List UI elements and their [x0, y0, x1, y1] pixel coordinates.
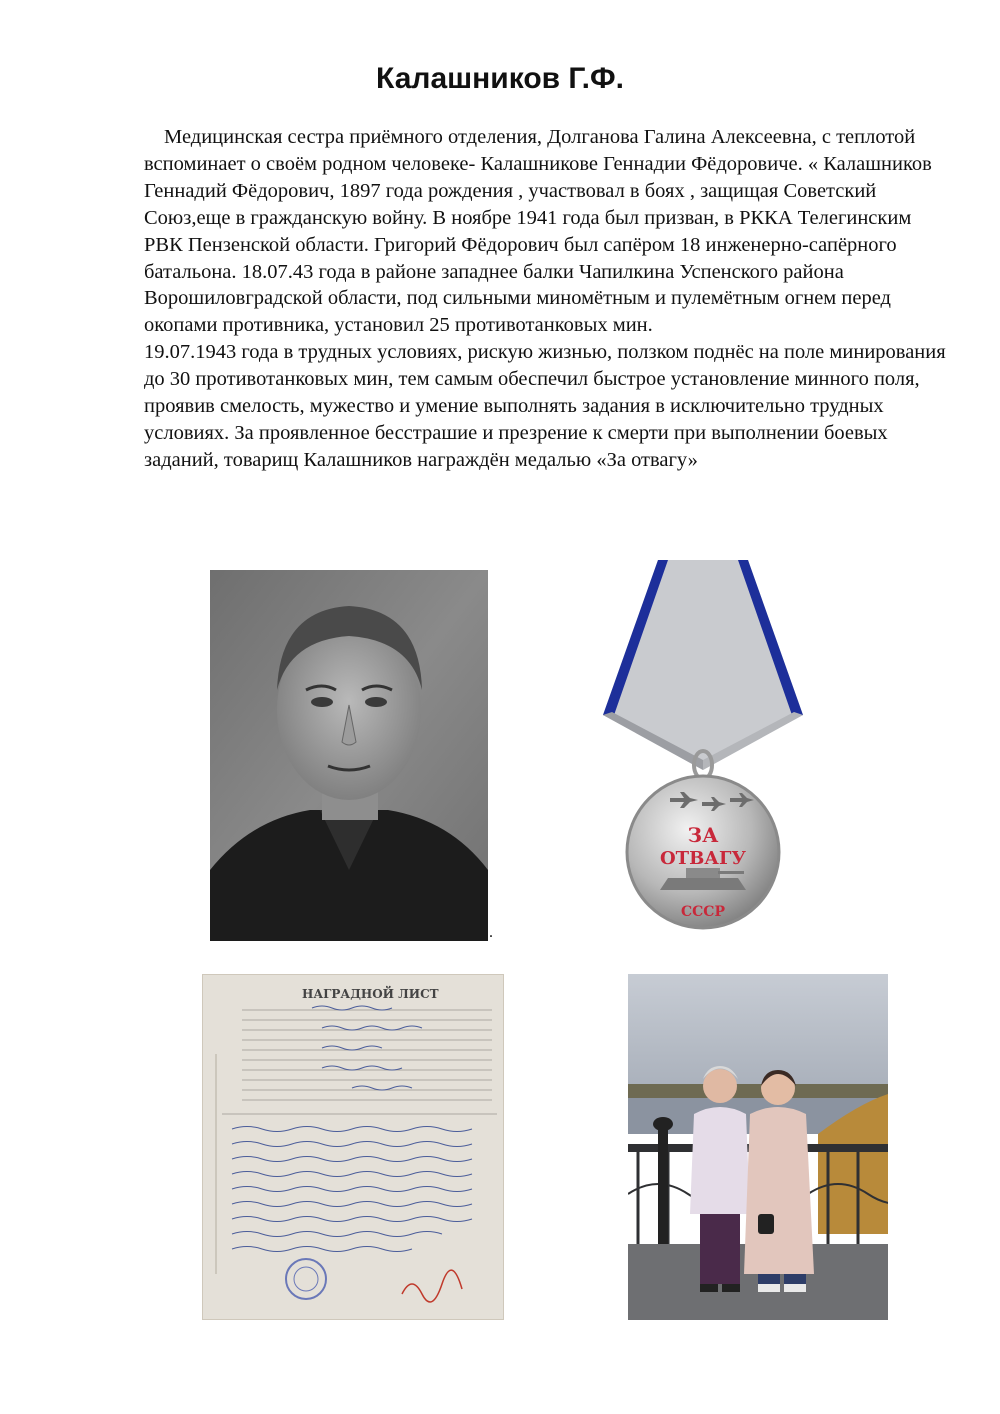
- page-title: Калашников Г.Ф.: [376, 62, 624, 95]
- caption-dot: .: [489, 924, 493, 941]
- medal-text-za: ЗА: [687, 823, 719, 847]
- award-sheet-heading: НАГРАДНОЙ ЛИСТ: [302, 987, 439, 1001]
- medal-image: [598, 560, 808, 940]
- paragraph-1: Медицинская сестра приёмного отделения, Долганова Галина Алексеевна, с теплотой вспоминает о своём родном человеке- Калашникове Геннадии Фёдоровиче. « Калашников Геннадий Фёдорович, 1897 года рождения , участвовал в боях , защищая Советский Союз,еще в гражданскую войну. В ноябре 1941 года был призван, в РККА Телегинским РВК Пензенской области. Григорий Фёдорович был сапёром 18 инженерно-сапёрного батальона. 18.07.43 года в районе западнее балки Чапилкина Успенского района Ворошиловградской области, под сильными миномётным и пулемётным огнем перед окопами противника, установил 25 противотанковых мин.: [144, 126, 932, 337]
- medal-text-otvagu: ОТВАГУ: [660, 848, 746, 869]
- medal-text-sssr: СССР: [681, 904, 725, 920]
- award-sheet-image: [202, 974, 504, 1320]
- outdoor-photo: [628, 974, 888, 1320]
- portrait-photo: [210, 570, 488, 941]
- article-text: [144, 124, 954, 474]
- paragraph-2: 19.07.1943 года в трудных условиях, рискую жизнью, ползком поднёс на поле минирования до 30 противотанковых мин, тем самым обеспечил быстрое установление минного поля, проявив смелость, мужество и умение выполнять задания в исключительно трудных условиях. За проявленное бесстрашие и презрение к смерти при выполнении боевых заданий, товарищ Калашников награждён медалью «За отвагу»: [144, 341, 946, 471]
